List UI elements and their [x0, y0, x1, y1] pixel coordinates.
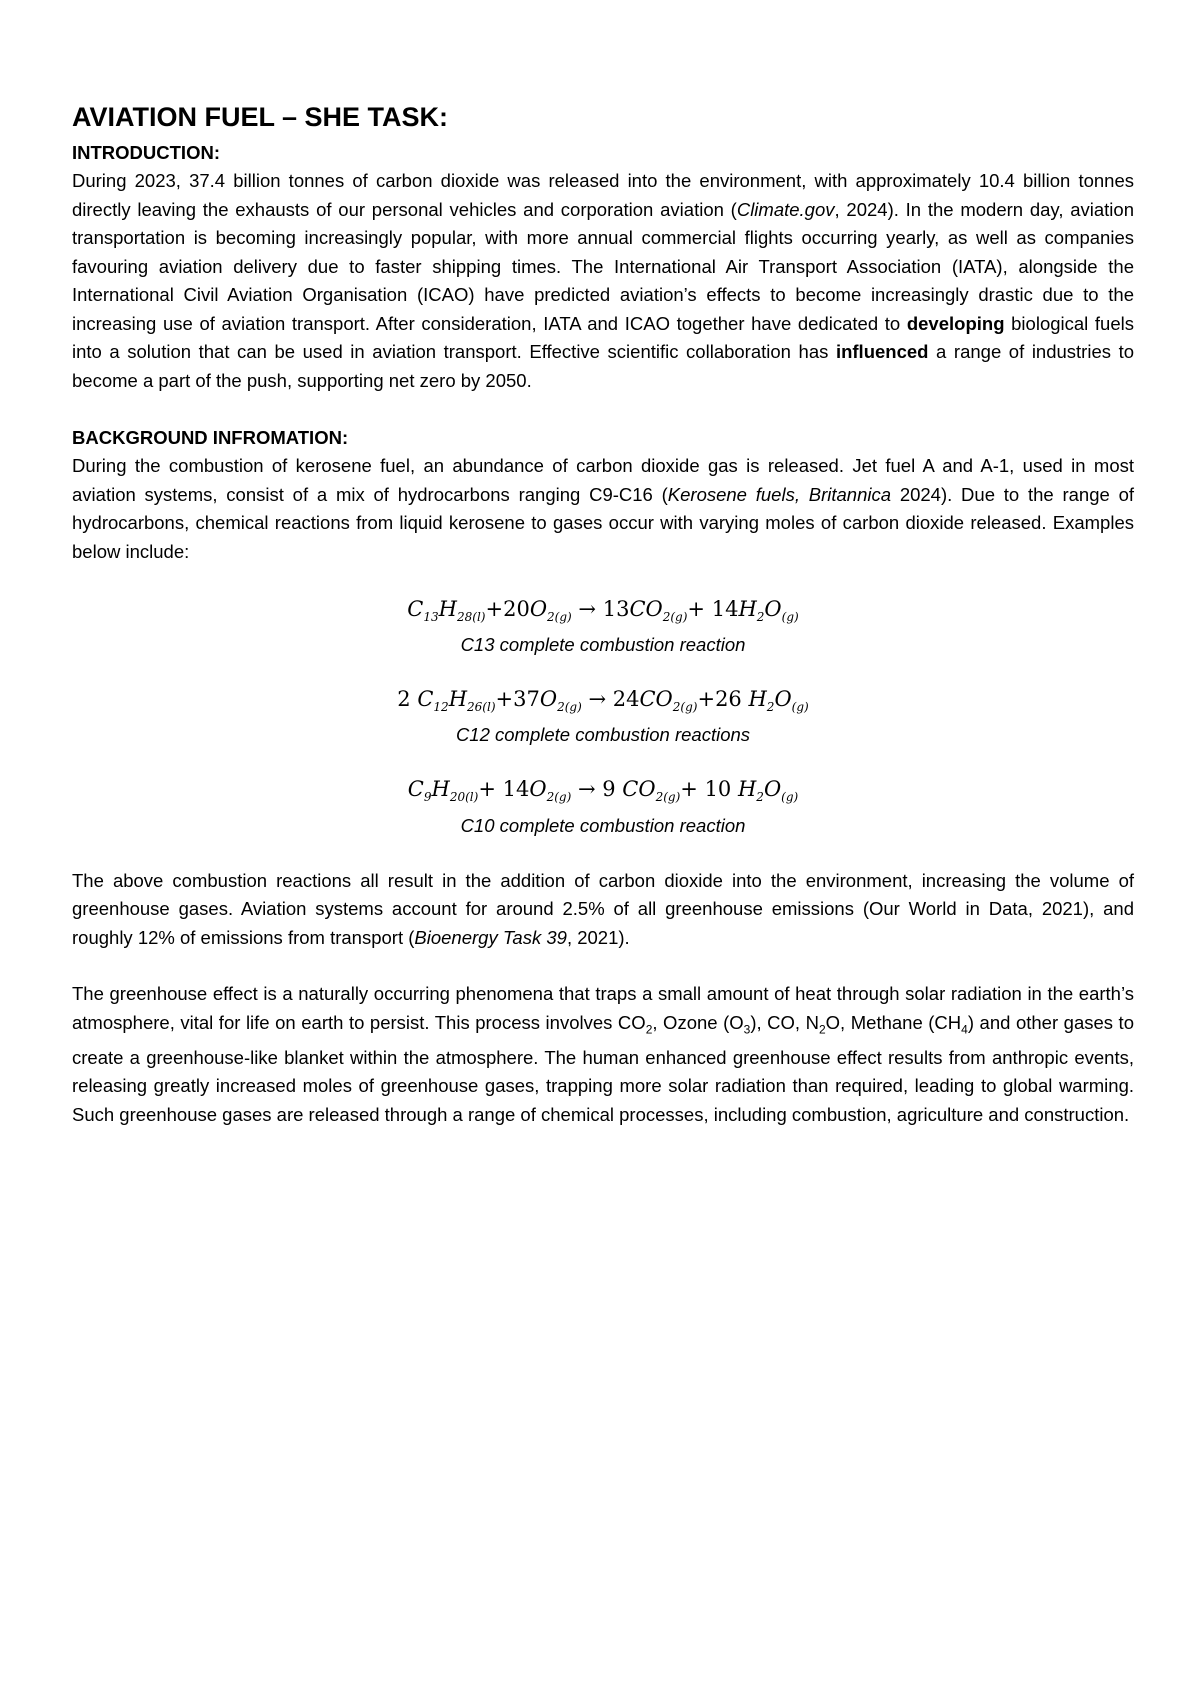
- eq-coefficient: 14: [711, 597, 739, 621]
- equation-caption: C10 complete combustion reaction: [460, 814, 746, 836]
- eq-state: (l): [465, 790, 479, 805]
- eq-state: (g): [554, 610, 572, 625]
- emissions-text-1: The above combustion reactions all result in the addition of carbon dioxide into the environment, increasing the volume of greenhouse gases. Aviation systems account for around 2.5% of all greenhouse emissions (Our World in Data, 2021), and roughly 12% of emissions from transport (: [72, 869, 1134, 948]
- greenhouse-text-3: ), CO, N: [750, 1011, 819, 1033]
- eq-coefficient: 20: [503, 597, 530, 621]
- greenhouse-text-5: ) and other gases to create a greenhouse-like blanket within the atmosphere. The human enhanced greenhouse effect results from anthropic events, releasing greatly increased moles of greenhouse gases, trapping more solar radiation than required, leading to global warming. Such greenhouse gases are released through a range of chemical processes, including combustion, agriculture and construction.: [72, 1011, 1134, 1125]
- equation-block-c12: [72, 684, 1134, 748]
- background-citation: Kerosene fuels, Britannica: [667, 483, 892, 505]
- eq-subscript: 26: [467, 700, 483, 715]
- equation-caption: C12 complete combustion reactions: [455, 724, 751, 746]
- greenhouse-text-2: , Ozone (O: [652, 1011, 744, 1033]
- eq-coefficient: 24: [612, 687, 640, 712]
- eq-state: (g): [680, 700, 698, 715]
- greenhouse-subscript: 2: [645, 1022, 653, 1037]
- emissions-paragraph: [72, 867, 1134, 953]
- equation-c12: 2 $C_{12}H_{26(l)}+37O_{2(g)} \to 24CO_{2(g)}+26$ $H_2O_{(g)}$: [397, 687, 809, 715]
- background-text-1: During the combustion of kerosene fuel, an abundance of carbon dioxide gas is released. Jet fuel A and A-1, used in most aviation systems, consist of a mix of hydrocarbons ranging C9-C16 (: [72, 455, 1134, 505]
- introduction-heading: INTRODUCTION:: [72, 142, 220, 163]
- eq-state: (g): [554, 790, 572, 805]
- eq-subscript: 12: [433, 700, 449, 715]
- background-paragraph: [72, 452, 1134, 566]
- equation-caption: C13 complete combustion reaction: [460, 634, 746, 656]
- eq-coefficient: 9: [602, 777, 616, 802]
- eq-coefficient: 2: [397, 687, 411, 712]
- equation-block-c9: [72, 774, 1134, 838]
- eq-state: (g): [791, 700, 809, 715]
- eq-state: (l): [472, 610, 486, 625]
- equation-c13: $C_{13}H_{28(l)}+20O_{2(g)} \to 13CO_{2(g)}+ 14H_2O_{(g)}$: [407, 597, 799, 625]
- intro-bold-developing: developing: [906, 312, 1005, 334]
- greenhouse-paragraph: [72, 980, 1134, 1129]
- equation-block-c13: [72, 594, 1134, 658]
- eq-coefficient: 14: [502, 777, 530, 802]
- eq-state: (g): [670, 610, 688, 625]
- intro-citation: Climate.gov: [736, 198, 835, 220]
- eq-subscript: 28: [456, 610, 473, 625]
- eq-coefficient: 37: [513, 687, 540, 712]
- eq-state: (g): [781, 790, 799, 805]
- document-page: [72, 100, 1134, 1129]
- eq-state: (g): [781, 610, 799, 625]
- greenhouse-subscript: 4: [961, 1022, 968, 1037]
- eq-subscript: 20: [449, 790, 466, 805]
- eq-subscript: 13: [423, 610, 439, 625]
- emissions-citation: Bioenergy Task 39: [414, 926, 567, 948]
- intro-text-4: a range of industries to become a part of the push, supporting net zero by 2050.: [72, 341, 1134, 391]
- greenhouse-text-4: O, Methane (CH: [825, 1011, 962, 1033]
- intro-bold-influenced: influenced: [835, 341, 929, 362]
- introduction-paragraph: [72, 167, 1134, 395]
- intro-text-1: During 2023, 37.4 billion tonnes of carbon dioxide was released into the environment, with approximately 10.4 billion tonnes directly leaving the exhausts of our personal vehicles and corporation aviation (: [72, 170, 1134, 220]
- eq-subscript: 9: [423, 790, 432, 805]
- emissions-text-2: , 2021).: [566, 926, 630, 948]
- eq-state: (g): [663, 790, 681, 805]
- intro-text-3: biological fuels into a solution that can be used in aviation transport. Effective scientific collaboration has: [72, 312, 1134, 362]
- greenhouse-text-1: The greenhouse effect is a naturally occurring phenomena that traps a small amount of heat through solar radiation in the earth’s atmosphere, vital for life on earth to persist. This process involves CO: [72, 983, 1134, 1033]
- eq-coefficient: 13: [602, 597, 630, 621]
- eq-state: (l): [482, 700, 496, 715]
- background-heading: BACKGROUND INFROMATION:: [72, 427, 349, 448]
- eq-state: (g): [564, 700, 582, 715]
- background-text-2: 2024). Due to the range of hydrocarbons, chemical reactions from liquid kerosene to gases occur with varying moles of carbon dioxide released. Examples below include:: [72, 483, 1135, 562]
- intro-text-2: , 2024). In the modern day, aviation transportation is becoming increasingly popular, with more annual commercial flights occurring yearly, as well as companies favouring aviation delivery due to faster shipping times. The International Air Transport Association (IATA), alongside the International Civil Aviation Organisation (ICAO) have predicted aviation’s effects to become increasingly drastic due to the increasing use of aviation transport. After consideration, IATA and ICAO together have dedicated to: [72, 198, 1134, 334]
- page-title: AVIATION FUEL – SHE TASK:: [72, 102, 449, 132]
- equation-c9: $C_9H_{20(l)}+ 14O_{2(g)} \to 9$ $CO_{2(g)}+ 10$ $H_2O_{(g)}$: [407, 777, 799, 805]
- eq-coefficient: 10: [704, 777, 732, 802]
- greenhouse-subscript: 3: [743, 1022, 751, 1037]
- greenhouse-subscript: 2: [818, 1022, 826, 1037]
- eq-coefficient: 26: [715, 687, 742, 712]
